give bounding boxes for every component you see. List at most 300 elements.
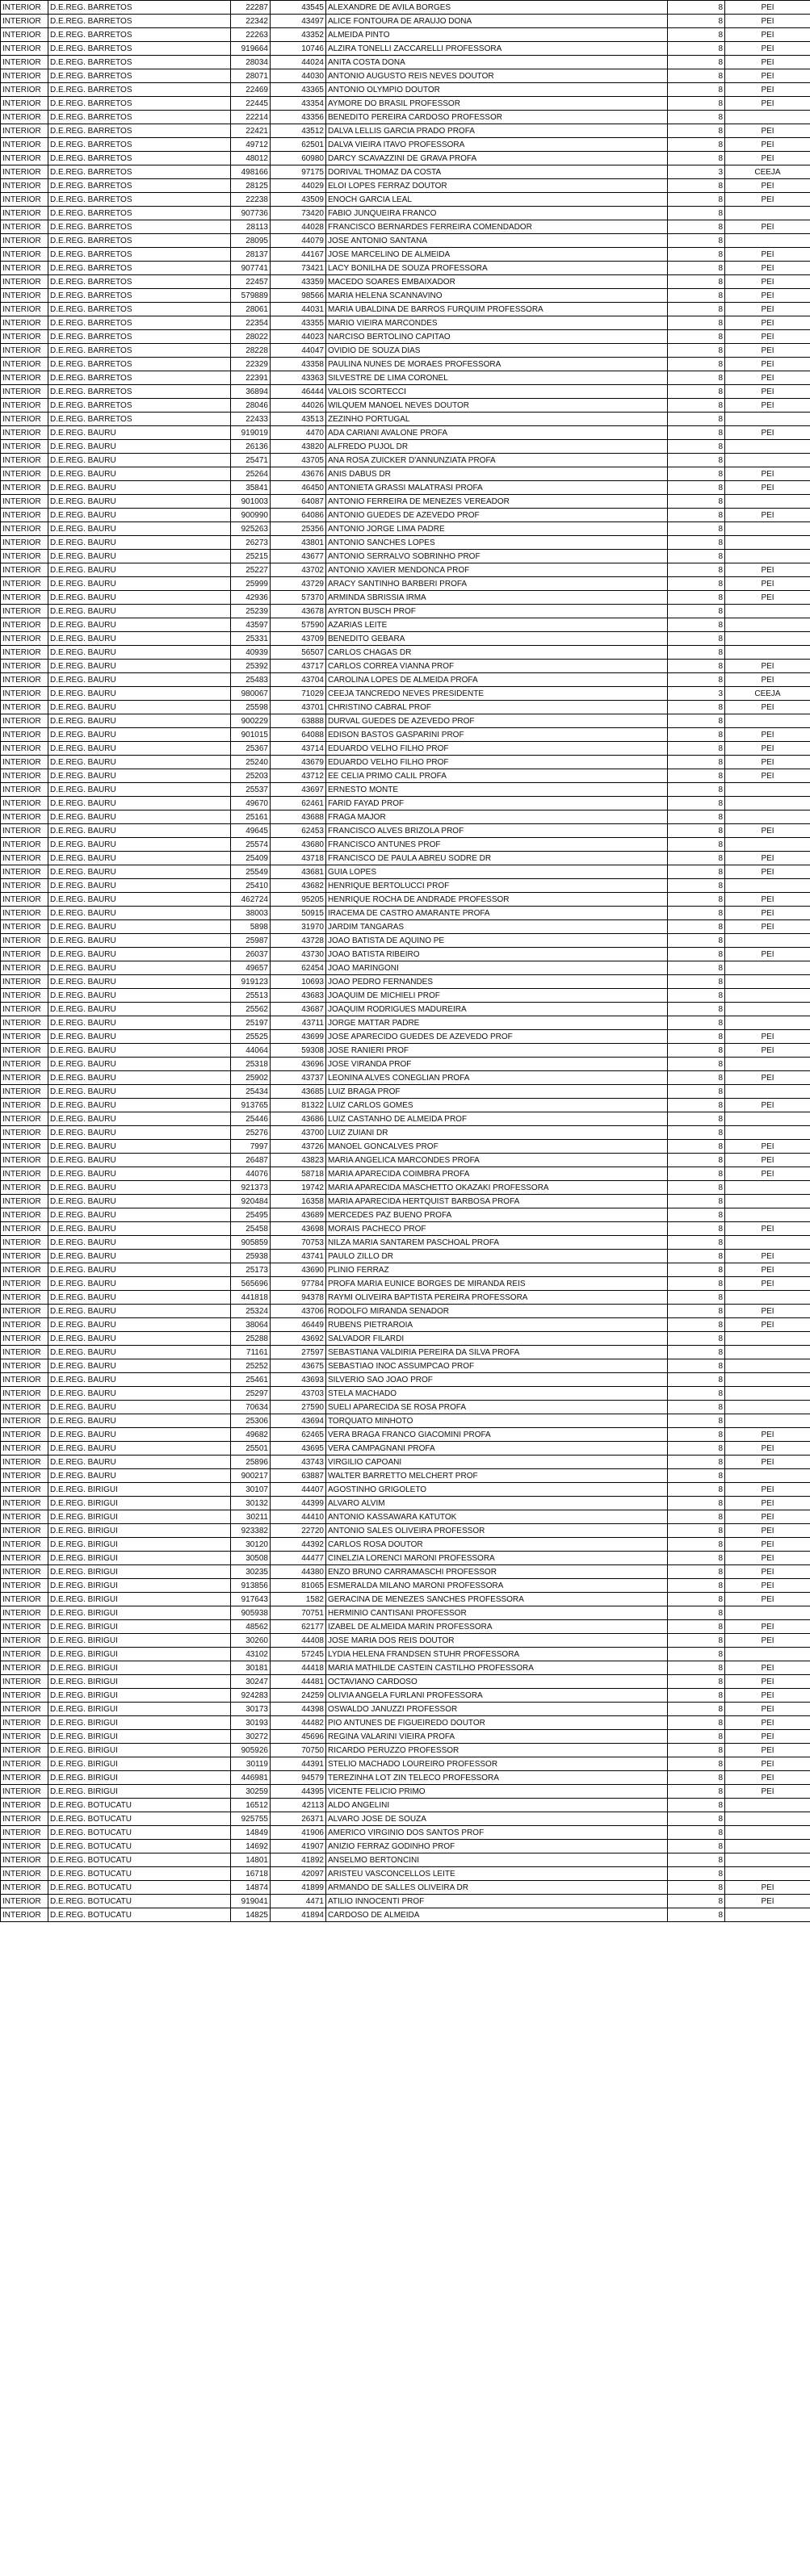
region-cell: INTERIOR — [1, 577, 48, 591]
program-cell: PEI — [725, 358, 810, 371]
school-code-cell: 30247 — [231, 1675, 271, 1689]
cie-code-cell: 43704 — [271, 673, 326, 687]
table-row — [1, 1387, 810, 1401]
region-cell: INTERIOR — [1, 563, 48, 577]
school-name-cell: SILVERIO SAO JOAO PROF — [326, 1373, 668, 1387]
program-cell — [725, 495, 810, 509]
school-code-cell: 22421 — [231, 124, 271, 138]
table-row — [1, 1003, 810, 1016]
directorate-cell: D.E.REG. BAURU — [48, 1044, 231, 1058]
type-code-cell: 8 — [668, 413, 725, 426]
table-row — [1, 28, 810, 42]
cie-code-cell: 16358 — [271, 1195, 326, 1208]
cie-code-cell: 19742 — [271, 1181, 326, 1195]
program-cell: PEI — [725, 728, 810, 742]
directorate-cell: D.E.REG. BAURU — [48, 1181, 231, 1195]
type-code-cell: 8 — [668, 262, 725, 275]
region-cell: INTERIOR — [1, 1744, 48, 1757]
cie-code-cell: 62465 — [271, 1428, 326, 1442]
region-cell: INTERIOR — [1, 1222, 48, 1236]
school-name-cell: DALVA VIEIRA ITAVO PROFESSORA — [326, 138, 668, 152]
directorate-cell: D.E.REG. BAURU — [48, 742, 231, 756]
region-cell: INTERIOR — [1, 810, 48, 824]
school-name-cell: ERNESTO MONTE — [326, 783, 668, 797]
table-row — [1, 1757, 810, 1771]
table-row — [1, 1895, 810, 1908]
table-row — [1, 1456, 810, 1469]
table-row — [1, 536, 810, 550]
school-code-cell: 25461 — [231, 1373, 271, 1387]
region-cell: INTERIOR — [1, 536, 48, 550]
program-cell: PEI — [725, 1497, 810, 1510]
school-name-cell: REGINA VALARINI VIEIRA PROFA — [326, 1730, 668, 1744]
cie-code-cell: 43695 — [271, 1442, 326, 1456]
program-cell — [725, 536, 810, 550]
region-cell: INTERIOR — [1, 509, 48, 522]
program-cell — [725, 440, 810, 454]
table-row — [1, 426, 810, 440]
program-cell: PEI — [725, 673, 810, 687]
type-code-cell: 8 — [668, 563, 725, 577]
school-code-cell: 919041 — [231, 1895, 271, 1908]
program-cell — [725, 1291, 810, 1305]
school-name-cell: RODOLFO MIRANDA SENADOR — [326, 1305, 668, 1318]
table-row — [1, 1785, 810, 1799]
program-cell: PEI — [725, 1167, 810, 1181]
cie-code-cell: 44399 — [271, 1497, 326, 1510]
directorate-cell: D.E.REG. BARRETOS — [48, 138, 231, 152]
program-cell — [725, 1058, 810, 1071]
cie-code-cell: 81065 — [271, 1579, 326, 1593]
program-cell: PEI — [725, 1, 810, 15]
school-code-cell: 25537 — [231, 783, 271, 797]
school-name-cell: STELIO MACHADO LOUREIRO PROFESSOR — [326, 1757, 668, 1771]
type-code-cell: 8 — [668, 399, 725, 413]
program-cell — [725, 934, 810, 948]
type-code-cell: 8 — [668, 618, 725, 632]
directorate-cell: D.E.REG. BIRIGUI — [48, 1634, 231, 1648]
program-cell: PEI — [725, 1634, 810, 1648]
type-code-cell: 8 — [668, 385, 725, 399]
type-code-cell: 8 — [668, 742, 725, 756]
school-code-cell: 22214 — [231, 111, 271, 124]
table-row — [1, 783, 810, 797]
school-code-cell: 25203 — [231, 769, 271, 783]
program-cell: PEI — [725, 344, 810, 358]
table-row — [1, 1085, 810, 1099]
type-code-cell: 8 — [668, 1703, 725, 1716]
type-code-cell: 8 — [668, 1305, 725, 1318]
program-cell: PEI — [725, 1099, 810, 1112]
school-name-cell: ALMEIDA PINTO — [326, 28, 668, 42]
table-row — [1, 413, 810, 426]
program-cell: PEI — [725, 769, 810, 783]
type-code-cell: 8 — [668, 536, 725, 550]
school-code-cell: 25513 — [231, 989, 271, 1003]
cie-code-cell: 70751 — [271, 1606, 326, 1620]
region-cell: INTERIOR — [1, 1593, 48, 1606]
table-row — [1, 1277, 810, 1291]
school-name-cell: ALVARO ALVIM — [326, 1497, 668, 1510]
program-cell: PEI — [725, 1442, 810, 1456]
region-cell: INTERIOR — [1, 1483, 48, 1497]
directorate-cell: D.E.REG. BOTUCATU — [48, 1812, 231, 1826]
directorate-cell: D.E.REG. BARRETOS — [48, 69, 231, 83]
school-code-cell: 28113 — [231, 220, 271, 234]
school-code-cell: 30173 — [231, 1703, 271, 1716]
table-row — [1, 303, 810, 316]
region-cell: INTERIOR — [1, 42, 48, 56]
program-cell — [725, 1208, 810, 1222]
program-cell — [725, 1648, 810, 1661]
type-code-cell: 8 — [668, 220, 725, 234]
table-row — [1, 1099, 810, 1112]
table-row — [1, 152, 810, 165]
school-name-cell: SEBASTIAO INOC ASSUMPCAO PROF — [326, 1359, 668, 1373]
table-row — [1, 1689, 810, 1703]
directorate-cell: D.E.REG. BAURU — [48, 481, 231, 495]
directorate-cell: D.E.REG. BIRIGUI — [48, 1744, 231, 1757]
table-row — [1, 1346, 810, 1359]
program-cell: PEI — [725, 1428, 810, 1442]
school-code-cell: 920484 — [231, 1195, 271, 1208]
program-cell — [725, 1387, 810, 1401]
school-name-cell: ALFREDO PUJOL DR — [326, 440, 668, 454]
region-cell: INTERIOR — [1, 701, 48, 714]
directorate-cell: D.E.REG. BAURU — [48, 920, 231, 934]
school-name-cell: FRAGA MAJOR — [326, 810, 668, 824]
directorate-cell: D.E.REG. BOTUCATU — [48, 1853, 231, 1867]
cie-code-cell: 43683 — [271, 989, 326, 1003]
program-cell — [725, 454, 810, 467]
school-name-cell: TEREZINHA LOT ZIN TELECO PROFESSORA — [326, 1771, 668, 1785]
school-name-cell: JOAQUIM RODRIGUES MADUREIRA — [326, 1003, 668, 1016]
cie-code-cell: 27590 — [271, 1401, 326, 1414]
school-code-cell: 905859 — [231, 1236, 271, 1250]
table-row — [1, 193, 810, 207]
directorate-cell: D.E.REG. BAURU — [48, 948, 231, 961]
table-row — [1, 1579, 810, 1593]
school-name-cell: PLINIO FERRAZ — [326, 1263, 668, 1277]
school-name-cell: HENRIQUE ROCHA DE ANDRADE PROFESSOR — [326, 893, 668, 907]
directorate-cell: D.E.REG. BARRETOS — [48, 56, 231, 69]
cie-code-cell: 57590 — [271, 618, 326, 632]
program-cell: CEEJA — [725, 165, 810, 179]
cie-code-cell: 43801 — [271, 536, 326, 550]
program-cell — [725, 783, 810, 797]
school-code-cell: 25938 — [231, 1250, 271, 1263]
cie-code-cell: 63887 — [271, 1469, 326, 1483]
directorate-cell: D.E.REG. BAURU — [48, 440, 231, 454]
program-cell — [725, 838, 810, 852]
cie-code-cell: 44030 — [271, 69, 326, 83]
school-code-cell: 901003 — [231, 495, 271, 509]
type-code-cell: 8 — [668, 1154, 725, 1167]
directorate-cell: D.E.REG. BAURU — [48, 1305, 231, 1318]
cie-code-cell: 62461 — [271, 797, 326, 810]
cie-code-cell: 70753 — [271, 1236, 326, 1250]
school-name-cell: ELOI LOPES FERRAZ DOUTOR — [326, 179, 668, 193]
school-code-cell: 25324 — [231, 1305, 271, 1318]
directorate-cell: D.E.REG. BAURU — [48, 618, 231, 632]
school-code-cell: 905938 — [231, 1606, 271, 1620]
school-name-cell: JOSE VIRANDA PROF — [326, 1058, 668, 1071]
school-code-cell: 26136 — [231, 440, 271, 454]
program-cell — [725, 1112, 810, 1126]
table-row — [1, 1428, 810, 1442]
cie-code-cell: 43820 — [271, 440, 326, 454]
region-cell: INTERIOR — [1, 1730, 48, 1744]
directorate-cell: D.E.REG. BAURU — [48, 1250, 231, 1263]
type-code-cell: 8 — [668, 1497, 725, 1510]
type-code-cell: 8 — [668, 1359, 725, 1373]
cie-code-cell: 43712 — [271, 769, 326, 783]
program-cell: PEI — [725, 1030, 810, 1044]
school-code-cell: 22354 — [231, 316, 271, 330]
directorate-cell: D.E.REG. BARRETOS — [48, 165, 231, 179]
directorate-cell: D.E.REG. BIRIGUI — [48, 1757, 231, 1771]
cie-code-cell: 26371 — [271, 1812, 326, 1826]
cie-code-cell: 73420 — [271, 207, 326, 220]
type-code-cell: 8 — [668, 893, 725, 907]
school-code-cell: 42936 — [231, 591, 271, 605]
region-cell: INTERIOR — [1, 1812, 48, 1826]
school-code-cell: 26487 — [231, 1154, 271, 1167]
school-code-cell: 25495 — [231, 1208, 271, 1222]
table-row — [1, 111, 810, 124]
cie-code-cell: 43705 — [271, 454, 326, 467]
school-name-cell: HERMINIO CANTISANI PROFESSOR — [326, 1606, 668, 1620]
school-name-cell: DARCY SCAVAZZINI DE GRAVA PROFA — [326, 152, 668, 165]
cie-code-cell: 43700 — [271, 1126, 326, 1140]
school-code-cell: 22238 — [231, 193, 271, 207]
table-row — [1, 83, 810, 97]
program-cell — [725, 1469, 810, 1483]
type-code-cell: 8 — [668, 797, 725, 810]
school-name-cell: SILVESTRE DE LIMA CORONEL — [326, 371, 668, 385]
school-code-cell: 22342 — [231, 15, 271, 28]
directorate-cell: D.E.REG. BAURU — [48, 1016, 231, 1030]
directorate-cell: D.E.REG. BARRETOS — [48, 385, 231, 399]
school-code-cell: 498166 — [231, 165, 271, 179]
region-cell: INTERIOR — [1, 1538, 48, 1552]
program-cell: PEI — [725, 1044, 810, 1058]
cie-code-cell: 43737 — [271, 1071, 326, 1085]
school-name-cell: ALICE FONTOURA DE ARAUJO DONA — [326, 15, 668, 28]
directorate-cell: D.E.REG. BIRIGUI — [48, 1689, 231, 1703]
cie-code-cell: 41892 — [271, 1853, 326, 1867]
school-code-cell: 70634 — [231, 1401, 271, 1414]
table-row — [1, 550, 810, 563]
school-name-cell: RAYMI OLIVEIRA BAPTISTA PEREIRA PROFESSORA — [326, 1291, 668, 1305]
type-code-cell: 8 — [668, 1881, 725, 1895]
cie-code-cell: 42097 — [271, 1867, 326, 1881]
school-name-cell: WALTER BARRETTO MELCHERT PROF — [326, 1469, 668, 1483]
school-name-cell: OLIVIA ANGELA FURLANI PROFESSORA — [326, 1689, 668, 1703]
school-code-cell: 35841 — [231, 481, 271, 495]
program-cell — [725, 646, 810, 660]
school-code-cell: 905926 — [231, 1744, 271, 1757]
school-code-cell: 25434 — [231, 1085, 271, 1099]
program-cell: PEI — [725, 920, 810, 934]
cie-code-cell: 44047 — [271, 344, 326, 358]
school-name-cell: AGOSTINHO GRIGOLETO — [326, 1483, 668, 1497]
school-name-cell: JOAQUIM DE MICHIELI PROF — [326, 989, 668, 1003]
region-cell: INTERIOR — [1, 1003, 48, 1016]
cie-code-cell: 46450 — [271, 481, 326, 495]
cie-code-cell: 44481 — [271, 1675, 326, 1689]
directorate-cell: D.E.REG. BAURU — [48, 1003, 231, 1016]
school-name-cell: ARACY SANTINHO BARBERI PROFA — [326, 577, 668, 591]
region-cell: INTERIOR — [1, 1195, 48, 1208]
school-code-cell: 22445 — [231, 97, 271, 111]
table-row — [1, 1867, 810, 1881]
region-cell: INTERIOR — [1, 605, 48, 618]
program-cell — [725, 1126, 810, 1140]
type-code-cell: 8 — [668, 1812, 725, 1826]
region-cell: INTERIOR — [1, 1373, 48, 1387]
school-name-cell: FARID FAYAD PROF — [326, 797, 668, 810]
program-cell — [725, 1826, 810, 1840]
region-cell: INTERIOR — [1, 1771, 48, 1785]
program-cell: PEI — [725, 152, 810, 165]
directorate-cell: D.E.REG. BAURU — [48, 1071, 231, 1085]
school-code-cell: 25173 — [231, 1263, 271, 1277]
program-cell — [725, 413, 810, 426]
region-cell: INTERIOR — [1, 399, 48, 413]
region-cell: INTERIOR — [1, 152, 48, 165]
cie-code-cell: 43359 — [271, 275, 326, 289]
school-name-cell: ARMINDA SBRISSIA IRMA — [326, 591, 668, 605]
program-cell: PEI — [725, 399, 810, 413]
directorate-cell: D.E.REG. BAURU — [48, 1167, 231, 1181]
school-name-cell: CAROLINA LOPES DE ALMEIDA PROFA — [326, 673, 668, 687]
school-name-cell: PAULO ZILLO DR — [326, 1250, 668, 1263]
program-cell: PEI — [725, 42, 810, 56]
table-row — [1, 687, 810, 701]
region-cell: INTERIOR — [1, 1126, 48, 1140]
region-cell: INTERIOR — [1, 165, 48, 179]
type-code-cell: 8 — [668, 289, 725, 303]
cie-code-cell: 44024 — [271, 56, 326, 69]
type-code-cell: 8 — [668, 1579, 725, 1593]
school-code-cell: 49682 — [231, 1428, 271, 1442]
region-cell: INTERIOR — [1, 1401, 48, 1414]
cie-code-cell: 31970 — [271, 920, 326, 934]
school-code-cell: 28125 — [231, 179, 271, 193]
type-code-cell: 8 — [668, 1428, 725, 1442]
cie-code-cell: 64088 — [271, 728, 326, 742]
directorate-cell: D.E.REG. BAURU — [48, 1085, 231, 1099]
type-code-cell: 8 — [668, 1908, 725, 1922]
type-code-cell: 8 — [668, 1277, 725, 1291]
school-code-cell: 25197 — [231, 1016, 271, 1030]
table-row — [1, 1181, 810, 1195]
school-code-cell: 16718 — [231, 1867, 271, 1881]
type-code-cell: 8 — [668, 1867, 725, 1881]
table-row — [1, 1620, 810, 1634]
directorate-cell: D.E.REG. BAURU — [48, 1401, 231, 1414]
school-name-cell: MARIA APARECIDA COIMBRA PROFA — [326, 1167, 668, 1181]
table-row — [1, 440, 810, 454]
cie-code-cell: 43698 — [271, 1222, 326, 1236]
type-code-cell: 8 — [668, 1895, 725, 1908]
school-name-cell: JOAO PEDRO FERNANDES — [326, 975, 668, 989]
program-cell — [725, 1181, 810, 1195]
school-name-cell: LEONINA ALVES CONEGLIAN PROFA — [326, 1071, 668, 1085]
cie-code-cell: 43718 — [271, 852, 326, 865]
table-row — [1, 56, 810, 69]
school-name-cell: EDISON BASTOS GASPARINI PROF — [326, 728, 668, 742]
region-cell: INTERIOR — [1, 742, 48, 756]
table-row — [1, 1524, 810, 1538]
cie-code-cell: 44398 — [271, 1703, 326, 1716]
region-cell: INTERIOR — [1, 618, 48, 632]
directorate-cell: D.E.REG. BAURU — [48, 1442, 231, 1456]
school-code-cell: 25562 — [231, 1003, 271, 1016]
region-cell: INTERIOR — [1, 1318, 48, 1332]
directorate-cell: D.E.REG. BIRIGUI — [48, 1579, 231, 1593]
program-cell — [725, 1195, 810, 1208]
type-code-cell: 8 — [668, 1016, 725, 1030]
directorate-cell: D.E.REG. BAURU — [48, 522, 231, 536]
cie-code-cell: 22720 — [271, 1524, 326, 1538]
school-name-cell: GUIA LOPES — [326, 865, 668, 879]
school-name-cell: VERA BRAGA FRANCO GIACOMINI PROFA — [326, 1428, 668, 1442]
region-cell: INTERIOR — [1, 1853, 48, 1867]
cie-code-cell: 43697 — [271, 783, 326, 797]
school-code-cell: 925263 — [231, 522, 271, 536]
table-row — [1, 220, 810, 234]
program-cell: PEI — [725, 220, 810, 234]
school-name-cell: RUBENS PIETRAROIA — [326, 1318, 668, 1332]
table-row — [1, 1112, 810, 1126]
table-row — [1, 1154, 810, 1167]
directorate-cell: D.E.REG. BAURU — [48, 975, 231, 989]
region-cell: INTERIOR — [1, 481, 48, 495]
region-cell: INTERIOR — [1, 879, 48, 893]
table-row — [1, 454, 810, 467]
cie-code-cell: 44031 — [271, 303, 326, 316]
program-cell: PEI — [725, 563, 810, 577]
region-cell: INTERIOR — [1, 111, 48, 124]
program-cell — [725, 961, 810, 975]
cie-code-cell: 41907 — [271, 1840, 326, 1853]
region-cell: INTERIOR — [1, 248, 48, 262]
program-cell: PEI — [725, 248, 810, 262]
region-cell: INTERIOR — [1, 1469, 48, 1483]
program-cell: PEI — [725, 1263, 810, 1277]
region-cell: INTERIOR — [1, 865, 48, 879]
region-cell: INTERIOR — [1, 1085, 48, 1099]
table-row — [1, 330, 810, 344]
directorate-cell: D.E.REG. BAURU — [48, 1414, 231, 1428]
table-row — [1, 728, 810, 742]
directorate-cell: D.E.REG. BAURU — [48, 1332, 231, 1346]
program-cell: PEI — [725, 893, 810, 907]
type-code-cell: 8 — [668, 1058, 725, 1071]
type-code-cell: 8 — [668, 426, 725, 440]
region-cell: INTERIOR — [1, 1071, 48, 1085]
type-code-cell: 8 — [668, 1236, 725, 1250]
school-name-cell: EDUARDO VELHO FILHO PROF — [326, 756, 668, 769]
table-row — [1, 248, 810, 262]
table-row — [1, 1565, 810, 1579]
school-name-cell: LACY BONILHA DE SOUZA PROFESSORA — [326, 262, 668, 275]
type-code-cell: 8 — [668, 1744, 725, 1757]
school-code-cell: 44064 — [231, 1044, 271, 1058]
region-cell: INTERIOR — [1, 893, 48, 907]
